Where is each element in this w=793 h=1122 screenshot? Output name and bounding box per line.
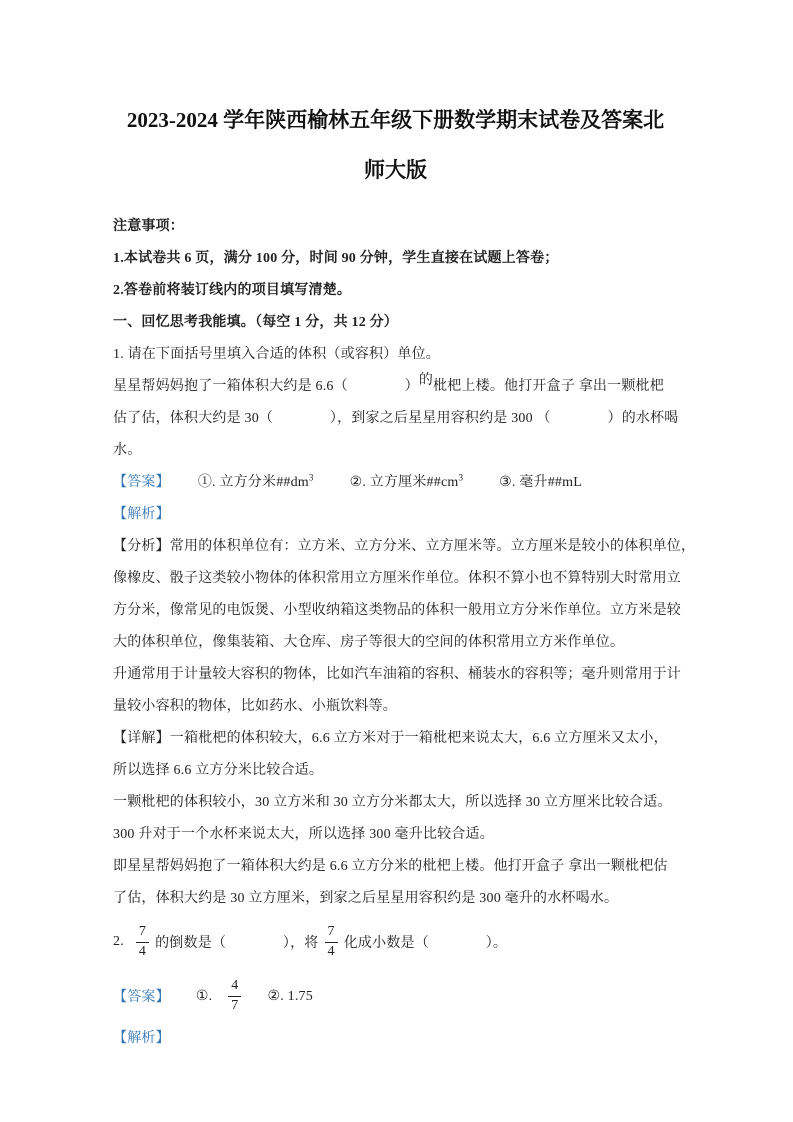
q2-question-line xyxy=(113,915,678,969)
notice-heading: 注意事项： xyxy=(113,219,184,234)
q1-line1-superscript: 的 xyxy=(418,373,434,388)
q1-analysis-line-3: 方分米，像常见的电饭煲、小型收纳箱这类物品的体积一般用立方分米作单位。立方米是较 xyxy=(113,603,681,618)
q1-line1-post: 枇杷上楼。他打开盒子 拿出一颗枇杷 xyxy=(433,379,664,394)
q1-detail-line-4: 300 升对于一个水杯来说太大，所以选择 300 毫升比较合适。 xyxy=(113,827,494,842)
q1-analysis-line-5: 升通常用于计量较大容积的物体，比如汽车油箱的容积、桶装水的容积等；毫升则常用于计 xyxy=(113,667,681,682)
q1-prompt: 1. 请在下面括号里填入合适的体积（或容积）单位。 xyxy=(113,347,440,362)
exam-title-line-2: 师大版 xyxy=(364,158,427,182)
answer-item-1-superscript: 3 xyxy=(308,472,314,483)
fraction-numerator: 7 xyxy=(138,924,147,940)
q2-answer-item-1-number: ①. xyxy=(195,988,213,1004)
q2-fraction-1 xyxy=(136,924,149,959)
fraction-numerator: 4 xyxy=(231,978,239,994)
answer-item-2 xyxy=(349,472,464,490)
exam-title xyxy=(113,95,678,195)
fraction-denominator: 4 xyxy=(325,942,338,960)
q1-detail-line-6: 了估，体积大约是 30 立方厘米，到家之后星星用容积约是 300 毫升的水杯喝水。 xyxy=(113,891,619,906)
q1-detail-line-2: 所以选择 6.6 立方分米比较合适。 xyxy=(113,763,324,778)
q1-analysis-label-line xyxy=(113,499,678,531)
q1-body-line-1 xyxy=(113,371,678,403)
q2-answer-line xyxy=(113,969,678,1023)
q1-detail-line-1: 【详解】一箱枇杷的体积较大，6.6 立方米对于一箱枇杷来说太大，6.6 立方厘米又太小， xyxy=(113,731,668,746)
q1-analysis-line-1: 【分析】常用的体积单位有：立方米、立方分米、立方厘米等。立方厘米是较小的体积单位， xyxy=(113,539,696,554)
answer-label: 【答案】 xyxy=(113,475,170,490)
q1-analysis-line-4: 大的体积单位，像集装箱、大仓库、房子等很大的空间的体积常用立方米作单位。 xyxy=(113,635,625,650)
answer-item-2-superscript: 3 xyxy=(458,472,464,483)
q1-detail-line-3: 一颗枇杷的体积较小，30 立方米和 30 立方分米都太大，所以选择 30 立方厘米比较合适。 xyxy=(113,795,672,810)
q1-body-line-2: 估了估，体积大约是 30（ ），到家之后星星用容积约是 300 （ ）的水杯喝 xyxy=(113,411,679,426)
fraction-numerator: 7 xyxy=(327,924,335,940)
notice-item-1: 1.本试卷共 6 页，满分 100 分，时间 90 分钟，学生直接在试题上答卷； xyxy=(113,251,559,266)
q2-text-1: 的倒数是（ ），将 xyxy=(155,936,319,951)
q2-answer-fraction xyxy=(228,978,241,1013)
q1-detail-line-5: 即星星帮妈妈抱了一箱体积大约是 6.6 立方分米的枇杷上楼。他打开盒子 拿出一颗枇杷估 xyxy=(113,859,668,874)
answer-item-1 xyxy=(197,472,314,490)
q1-answer-line xyxy=(113,467,678,499)
q1-analysis-line-2: 像橡皮、骰子这类较小物体的体积常用立方厘米作单位。体积不算小也不算特别大时常用立 xyxy=(113,571,681,586)
notice-item-2: 2.答卷前将装订线内的项目填写清楚。 xyxy=(113,283,352,298)
fraction-denominator: 7 xyxy=(228,996,241,1014)
answer-item-3 xyxy=(499,475,582,490)
q2-fraction-2 xyxy=(325,924,338,959)
answer-item-3-text: ③. 毫升##mL xyxy=(499,475,582,490)
analysis-label: 【解析】 xyxy=(113,507,170,522)
q2-text-2: 化成小数是（ ）。 xyxy=(343,936,508,951)
section-1-heading: 一、回忆思考我能填。（每空 1 分，共 12 分） xyxy=(113,315,398,330)
exam-title-line-1: 2023-2024 学年陕西榆林五年级下册数学期末试卷及答案北 xyxy=(126,108,665,132)
analysis-label: 【解析】 xyxy=(113,1031,170,1046)
q2-analysis-label-line xyxy=(113,1023,678,1055)
q1-line1-pre: 星星帮妈妈抱了一箱体积大约是 6.6（ ） xyxy=(113,379,419,394)
fraction-denominator: 4 xyxy=(136,942,149,960)
answer-item-2-text: ②. 立方厘米##cm xyxy=(349,475,459,490)
q1-body-line-3: 水。 xyxy=(113,443,142,458)
q2-answer-item-2: ②. 1.75 xyxy=(267,988,313,1004)
answer-label: 【答案】 xyxy=(113,990,170,1005)
q1-analysis-line-6: 量较小容积的物体，比如药水、小瓶饮料等。 xyxy=(113,699,397,714)
answer-item-1-text: ①. 立方分米##dm xyxy=(197,475,309,490)
q2-number: 2. xyxy=(113,934,124,949)
